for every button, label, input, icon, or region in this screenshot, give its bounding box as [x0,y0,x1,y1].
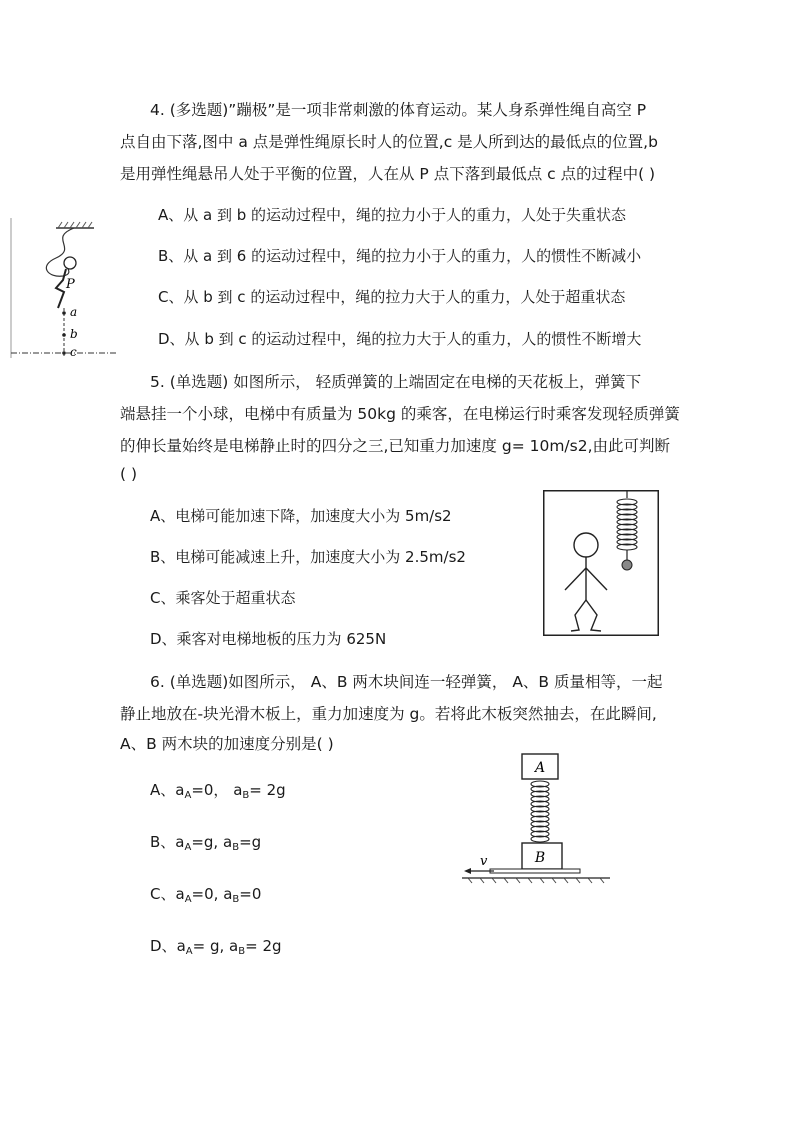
point-a [62,311,66,315]
label-p: P [66,277,75,292]
elevator-box [544,491,659,636]
point-b [62,333,66,337]
jumper-body [56,269,66,308]
q5-option-b: B、电梯可能减速上升，加速度大小为 2.5m/s2 [150,548,466,566]
ground-hatch [468,878,604,883]
q6-option-c: C、$a_A=0$, $a_B=0$ [150,885,262,905]
wood-board [490,869,580,873]
ceiling-hatch [58,222,92,228]
q6-option-d: D、$a_A= g$, $a_B= 2g$ [150,937,282,957]
q4-option-c: C、从 b 到 c 的运动过程中，绳的拉力大于人的重力，人处于超重状态 [158,288,626,306]
q5-elevator-figure [543,490,659,636]
label-a: a [70,305,78,319]
q4-line-3: 是用弹性绳悬吊人处于平衡的位置，人在从 P 点下落到最低点 c 点的过程中( ) [120,165,656,183]
q5-line-2: 端悬挂一个小球，电梯中有质量为 50kg 的乘客，在电梯运行时乘客发现轻质弹簧 [120,405,680,423]
q4-line-1: 4. (多选题)”蹦极”是一项非常刺激的体育运动。某人身系弹性绳自高空 P [150,101,647,119]
q6-option-a: A、$a_A=0$， $a_B= 2g$ [150,781,286,801]
q4-option-b: B、从 a 到 6 的运动过程中，绳的拉力小于人的重力，人的惯性不断减小 [158,247,642,265]
q5-option-a: A、电梯可能加速下降，加速度大小为 5m/s2 [150,507,452,525]
spring [531,781,549,842]
q5-option-d: D、乘客对电梯地板的压力为 625N [150,630,387,648]
q6-line-2: 静止地放在-块光滑木板上，重力加速度为 g。若将此木板突然抽去，在此瞬间, [120,705,657,723]
q5-line-1: 5. (单选题) 如图所示， 轻质弹簧的上端固定在电梯的天花板上，弹簧下 [150,373,642,391]
spring-ball [622,560,632,570]
q5-line-4: ( ) [120,465,138,483]
q5-line-3: 的伸长量始终是电梯静止时的四分之三,已知重力加速度 g= 10m/s2,由此可判断 [120,437,671,455]
label-v: v [480,854,488,869]
q6-line-3: A、B 两木块的加速度分别是( ) [120,735,334,753]
q4-line-2: 点自由下落,图中 a 点是弹性绳原长时人的位置,c 是人所到达的最低点的位置,b [120,133,658,151]
q5-option-c: C、乘客处于超重状态 [150,589,296,607]
label-b: B [534,850,546,866]
jumper-head [64,257,76,269]
q6-line-1: 6. (单选题)如图所示， A、B 两木块间连一轻弹簧， A、B 质量相等，一起 [150,673,663,691]
q4-option-a: A、从 a 到 b 的运动过程中，绳的拉力小于人的重力，人处于失重状态 [158,206,627,224]
velocity-arrowhead [464,868,471,874]
q6-blocks-figure [460,752,620,887]
label-b: b [70,327,78,341]
passenger-head [574,533,598,557]
label-c: c [70,345,77,359]
q4-option-d: D、从 b 到 c 的运动过程中，绳的拉力大于人的重力，人的惯性不断增大 [158,330,642,348]
q6-option-b: B、$a_A=g$, $a_B=g$ [150,833,262,853]
label-a: A [534,760,546,776]
q4-bungee-figure [8,218,118,363]
